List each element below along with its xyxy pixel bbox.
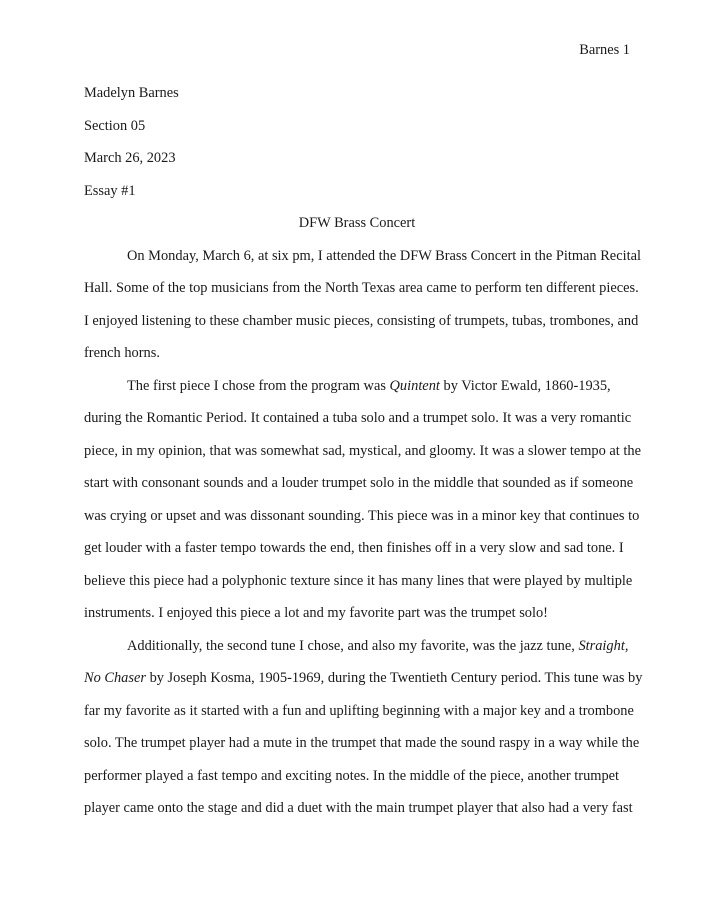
paragraph-2-line-6: get louder with a faster tempo towards the end, then finishes off in a very slow and sad tone. I xyxy=(84,540,624,556)
section-label: Section 05 xyxy=(84,118,146,134)
paragraph-3-line-6: player came onto the stage and did a duet with the main trumpet player that also had a very fast xyxy=(84,800,633,816)
paragraph-2-text: The first piece I chose from the program was xyxy=(127,378,390,394)
paragraph-1-line-1: On Monday, March 6, at six pm, I attended the DFW Brass Concert in the Pitman Recital xyxy=(127,248,641,264)
piece-title-quintent: Quintent xyxy=(389,378,440,394)
paragraph-3-line-1 xyxy=(127,638,628,655)
paragraph-2-text: by Victor Ewald, 1860-1935, xyxy=(439,378,611,394)
essay-title: DFW Brass Concert xyxy=(298,215,416,231)
paragraph-1-line-3: I enjoyed listening to these chamber music pieces, consisting of trumpets, tubas, trombones, and xyxy=(84,313,639,329)
essay-label: Essay #1 xyxy=(84,183,136,199)
piece-title-straight-no-chaser: Straight, xyxy=(578,638,629,654)
paragraph-2-line-3: piece, in my opinion, that was somewhat sad, mystical, and gloomy. It was a slower tempo at the xyxy=(84,443,641,459)
paragraph-2-line-7: believe this piece had a polyphonic texture since it has many lines that were played by multiple xyxy=(84,573,633,589)
paragraph-2-line-2: during the Romantic Period. It contained a tuba solo and a trumpet solo. It was a very romantic xyxy=(84,410,632,426)
paragraph-3-text: by Joseph Kosma, 1905-1969, during the Twentieth Century period. This tune was by xyxy=(145,670,643,686)
date-label: March 26, 2023 xyxy=(84,150,176,166)
paragraph-1-line-2: Hall. Some of the top musicians from the North Texas area came to perform ten different pieces. xyxy=(84,280,639,296)
paragraph-2-line-5: was crying or upset and was dissonant sounding. This piece was in a minor key that continues to xyxy=(84,508,640,524)
paragraph-2-line-1 xyxy=(127,378,611,395)
paragraph-2-line-4: start with consonant sounds and a louder trumpet solo in the middle that sounded as if someone xyxy=(84,475,634,491)
paragraph-1-line-4: french horns. xyxy=(84,345,160,361)
piece-title-straight-no-chaser: No Chaser xyxy=(84,670,146,686)
paragraph-3-line-4: solo. The trumpet player had a mute in the trumpet that made the sound raspy in a way while the xyxy=(84,735,640,751)
running-head: Barnes 1 xyxy=(579,42,630,58)
paragraph-2-line-8: instruments. I enjoyed this piece a lot and my favorite part was the trumpet solo! xyxy=(84,605,548,621)
paragraph-3-line-3: far my favorite as it started with a fun and uplifting beginning with a major key and a trombone xyxy=(84,703,634,719)
paragraph-3-line-5: performer played a fast tempo and exciting notes. In the middle of the piece, another trumpet xyxy=(84,768,620,784)
paragraph-3-line-2 xyxy=(84,670,642,687)
paragraph-3-text: Additionally, the second tune I chose, and also my favorite, was the jazz tune, xyxy=(127,638,579,654)
author-name: Madelyn Barnes xyxy=(84,85,179,101)
